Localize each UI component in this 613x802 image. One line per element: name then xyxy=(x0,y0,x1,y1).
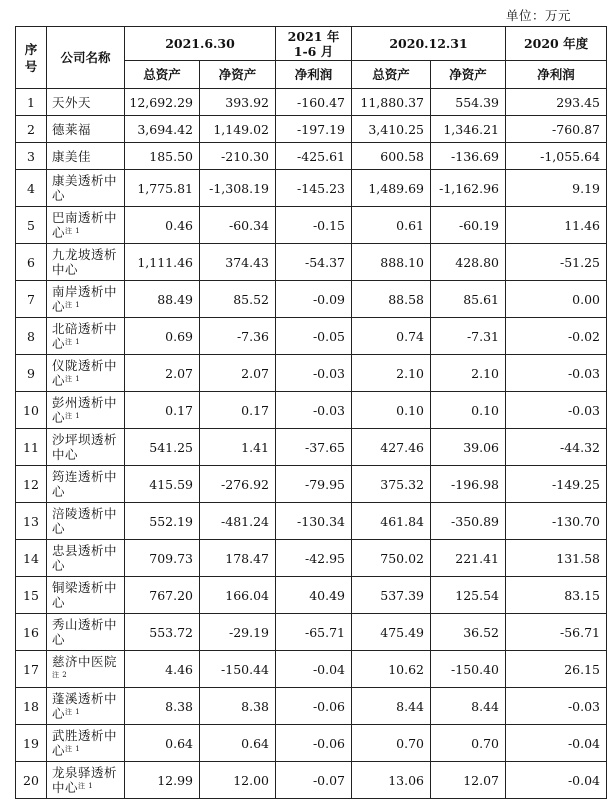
company-name: 仪陇透析中心 xyxy=(52,358,118,388)
row-index: 18 xyxy=(16,688,47,725)
header-seq: 序号 xyxy=(16,27,47,89)
net-profit-2021-h1-cell: -0.09 xyxy=(276,281,352,318)
table-row xyxy=(16,466,607,503)
header-net-profit-1: 净利润 xyxy=(276,61,352,89)
footnote-marker: 注 1 xyxy=(65,338,81,346)
net-assets-2020-12-31-cell: 0.10 xyxy=(431,392,506,429)
net-assets-2020-12-31-cell: -1,162.96 xyxy=(431,170,506,207)
total-assets-2021-06-30-cell: 709.73 xyxy=(125,540,200,577)
row-index: 17 xyxy=(16,651,47,688)
row-index: 8 xyxy=(16,318,47,355)
company-name: 蓬溪透析中心 xyxy=(52,691,118,721)
company-name-cell xyxy=(47,143,125,170)
net-assets-2020-12-31-cell: 2.10 xyxy=(431,355,506,392)
company-name: 涪陵透析中心 xyxy=(52,506,118,536)
table-row xyxy=(16,170,607,207)
company-name: 忠县透析中心 xyxy=(52,543,118,573)
net-profit-2020-cell: -0.03 xyxy=(506,392,607,429)
footnote-marker: 注 1 xyxy=(78,782,94,790)
net-assets-2020-12-31-cell: 0.70 xyxy=(431,725,506,762)
company-name: 康美佳 xyxy=(52,148,92,164)
header-period-2020-year: 2020 年度 xyxy=(506,27,607,61)
net-profit-2021-h1-cell: -0.07 xyxy=(276,762,352,799)
company-name: 秀山透析中心 xyxy=(52,617,118,647)
net-assets-2021-06-30-cell: 0.64 xyxy=(200,725,276,762)
net-assets-2020-12-31-cell: 8.44 xyxy=(431,688,506,725)
header-net-assets-2: 净资产 xyxy=(431,61,506,89)
net-profit-2021-h1-cell: -65.71 xyxy=(276,614,352,651)
net-profit-2020-cell: 0.00 xyxy=(506,281,607,318)
net-profit-2021-h1-cell: -0.05 xyxy=(276,318,352,355)
net-assets-2020-12-31-cell: 554.39 xyxy=(431,89,506,116)
company-name: 北碚透析中心 xyxy=(52,321,118,351)
net-profit-2020-cell: -0.03 xyxy=(506,688,607,725)
net-assets-2020-12-31-cell: -60.19 xyxy=(431,207,506,244)
total-assets-2020-12-31-cell: 0.70 xyxy=(352,725,431,762)
net-profit-2020-cell: -0.04 xyxy=(506,725,607,762)
company-name: 筠连透析中心 xyxy=(52,469,118,499)
header-row-1 xyxy=(16,27,607,61)
row-index: 7 xyxy=(16,281,47,318)
table-row xyxy=(16,244,607,281)
net-profit-2020-cell: -1,055.64 xyxy=(506,143,607,170)
unit-label: 单位：万元 xyxy=(505,8,571,23)
net-profit-2020-cell: -149.25 xyxy=(506,466,607,503)
net-profit-2020-cell: 83.15 xyxy=(506,577,607,614)
header-period-2021-h1-line1: 2021 年 xyxy=(287,28,340,44)
table-row xyxy=(16,143,607,170)
net-profit-2021-h1-cell: -145.23 xyxy=(276,170,352,207)
company-name-cell xyxy=(47,577,125,614)
financial-table xyxy=(15,26,607,799)
net-profit-2021-h1-cell: 40.49 xyxy=(276,577,352,614)
row-index: 9 xyxy=(16,355,47,392)
total-assets-2020-12-31-cell: 888.10 xyxy=(352,244,431,281)
net-assets-2020-12-31-cell: 39.06 xyxy=(431,429,506,466)
net-assets-2021-06-30-cell: 393.92 xyxy=(200,89,276,116)
company-name-cell xyxy=(47,725,125,762)
company-name-cell xyxy=(47,466,125,503)
net-profit-2020-cell: -0.04 xyxy=(506,762,607,799)
company-name-cell xyxy=(47,503,125,540)
table-row xyxy=(16,725,607,762)
net-profit-2020-cell: -0.03 xyxy=(506,355,607,392)
row-index: 16 xyxy=(16,614,47,651)
net-assets-2020-12-31-cell: 221.41 xyxy=(431,540,506,577)
company-name: 武胜透析中心 xyxy=(52,728,118,758)
company-name: 慈济中医院 xyxy=(52,654,118,669)
total-assets-2021-06-30-cell: 8.38 xyxy=(125,688,200,725)
footnote-marker: 注 1 xyxy=(65,745,81,753)
net-assets-2021-06-30-cell: 8.38 xyxy=(200,688,276,725)
net-assets-2021-06-30-cell: -481.24 xyxy=(200,503,276,540)
total-assets-2020-12-31-cell: 0.10 xyxy=(352,392,431,429)
table-row xyxy=(16,503,607,540)
net-assets-2020-12-31-cell: -350.89 xyxy=(431,503,506,540)
total-assets-2020-12-31-cell: 11,880.37 xyxy=(352,89,431,116)
net-assets-2021-06-30-cell: -1,308.19 xyxy=(200,170,276,207)
table-row xyxy=(16,614,607,651)
total-assets-2020-12-31-cell: 427.46 xyxy=(352,429,431,466)
total-assets-2020-12-31-cell: 475.49 xyxy=(352,614,431,651)
table-row xyxy=(16,281,607,318)
header-net-assets-1: 净资产 xyxy=(200,61,276,89)
net-assets-2021-06-30-cell: 85.52 xyxy=(200,281,276,318)
net-assets-2020-12-31-cell: -150.40 xyxy=(431,651,506,688)
company-name: 九龙坡透析中心 xyxy=(52,247,118,277)
table-row xyxy=(16,89,607,116)
total-assets-2021-06-30-cell: 553.72 xyxy=(125,614,200,651)
total-assets-2020-12-31-cell: 537.39 xyxy=(352,577,431,614)
header-period-2021-06-30: 2021.6.30 xyxy=(125,27,276,61)
row-index: 1 xyxy=(16,89,47,116)
total-assets-2020-12-31-cell: 88.58 xyxy=(352,281,431,318)
total-assets-2021-06-30-cell: 0.17 xyxy=(125,392,200,429)
row-index: 2 xyxy=(16,116,47,143)
total-assets-2021-06-30-cell: 1,775.81 xyxy=(125,170,200,207)
net-assets-2020-12-31-cell: -136.69 xyxy=(431,143,506,170)
company-name-cell xyxy=(47,614,125,651)
total-assets-2020-12-31-cell: 3,410.25 xyxy=(352,116,431,143)
net-assets-2021-06-30-cell: -7.36 xyxy=(200,318,276,355)
net-assets-2020-12-31-cell: -196.98 xyxy=(431,466,506,503)
row-index: 4 xyxy=(16,170,47,207)
total-assets-2020-12-31-cell: 461.84 xyxy=(352,503,431,540)
net-assets-2020-12-31-cell: -7.31 xyxy=(431,318,506,355)
header-total-assets-1: 总资产 xyxy=(125,61,200,89)
company-name-cell xyxy=(47,116,125,143)
footnote-marker: 注 1 xyxy=(65,412,81,420)
net-profit-2020-cell: -760.87 xyxy=(506,116,607,143)
company-name-cell xyxy=(47,355,125,392)
total-assets-2021-06-30-cell: 88.49 xyxy=(125,281,200,318)
net-profit-2021-h1-cell: -54.37 xyxy=(276,244,352,281)
row-index: 11 xyxy=(16,429,47,466)
footnote-marker: 注 1 xyxy=(65,227,81,235)
row-index: 6 xyxy=(16,244,47,281)
net-assets-2020-12-31-cell: 12.07 xyxy=(431,762,506,799)
table-row xyxy=(16,651,607,688)
total-assets-2021-06-30-cell: 4.46 xyxy=(125,651,200,688)
company-name-cell xyxy=(47,688,125,725)
net-profit-2021-h1-cell: -197.19 xyxy=(276,116,352,143)
company-name-cell xyxy=(47,392,125,429)
row-index: 12 xyxy=(16,466,47,503)
net-profit-2021-h1-cell: -42.95 xyxy=(276,540,352,577)
company-name-cell xyxy=(47,429,125,466)
total-assets-2020-12-31-cell: 0.61 xyxy=(352,207,431,244)
total-assets-2020-12-31-cell: 13.06 xyxy=(352,762,431,799)
net-profit-2020-cell: -0.02 xyxy=(506,318,607,355)
net-profit-2020-cell: 9.19 xyxy=(506,170,607,207)
net-profit-2021-h1-cell: -37.65 xyxy=(276,429,352,466)
net-assets-2020-12-31-cell: 428.80 xyxy=(431,244,506,281)
company-name: 巴南透析中心 xyxy=(52,210,118,240)
total-assets-2021-06-30-cell: 2.07 xyxy=(125,355,200,392)
total-assets-2020-12-31-cell: 1,489.69 xyxy=(352,170,431,207)
net-profit-2021-h1-cell: -425.61 xyxy=(276,143,352,170)
net-profit-2021-h1-cell: -0.15 xyxy=(276,207,352,244)
net-profit-2020-cell: -51.25 xyxy=(506,244,607,281)
table-row xyxy=(16,762,607,799)
company-name-cell xyxy=(47,244,125,281)
table-row xyxy=(16,429,607,466)
total-assets-2021-06-30-cell: 12,692.29 xyxy=(125,89,200,116)
net-assets-2020-12-31-cell: 125.54 xyxy=(431,577,506,614)
net-profit-2021-h1-cell: -0.03 xyxy=(276,355,352,392)
row-index: 14 xyxy=(16,540,47,577)
total-assets-2020-12-31-cell: 0.74 xyxy=(352,318,431,355)
net-assets-2021-06-30-cell: 12.00 xyxy=(200,762,276,799)
net-profit-2021-h1-cell: -0.06 xyxy=(276,688,352,725)
net-profit-2020-cell: 293.45 xyxy=(506,89,607,116)
total-assets-2021-06-30-cell: 0.64 xyxy=(125,725,200,762)
table-row xyxy=(16,577,607,614)
net-assets-2021-06-30-cell: -210.30 xyxy=(200,143,276,170)
total-assets-2021-06-30-cell: 0.69 xyxy=(125,318,200,355)
footnote-marker: 注 1 xyxy=(65,375,81,383)
net-assets-2021-06-30-cell: -29.19 xyxy=(200,614,276,651)
total-assets-2021-06-30-cell: 1,111.46 xyxy=(125,244,200,281)
total-assets-2021-06-30-cell: 185.50 xyxy=(125,143,200,170)
net-profit-2020-cell: -44.32 xyxy=(506,429,607,466)
company-name-cell xyxy=(47,89,125,116)
total-assets-2020-12-31-cell: 375.32 xyxy=(352,466,431,503)
net-assets-2021-06-30-cell: -276.92 xyxy=(200,466,276,503)
net-profit-2021-h1-cell: -79.95 xyxy=(276,466,352,503)
footnote-marker: 注 1 xyxy=(65,708,81,716)
net-profit-2020-cell: 11.46 xyxy=(506,207,607,244)
net-assets-2021-06-30-cell: 374.43 xyxy=(200,244,276,281)
net-profit-2021-h1-cell: -0.04 xyxy=(276,651,352,688)
net-assets-2020-12-31-cell: 36.52 xyxy=(431,614,506,651)
net-profit-2021-h1-cell: -130.34 xyxy=(276,503,352,540)
row-index: 13 xyxy=(16,503,47,540)
net-assets-2021-06-30-cell: 2.07 xyxy=(200,355,276,392)
net-assets-2021-06-30-cell: -60.34 xyxy=(200,207,276,244)
row-index: 20 xyxy=(16,762,47,799)
company-name-cell xyxy=(47,540,125,577)
company-name-cell xyxy=(47,651,125,688)
net-profit-2021-h1-cell: -0.03 xyxy=(276,392,352,429)
net-assets-2021-06-30-cell: -150.44 xyxy=(200,651,276,688)
net-assets-2021-06-30-cell: 1,149.02 xyxy=(200,116,276,143)
table-row xyxy=(16,355,607,392)
header-total-assets-2: 总资产 xyxy=(352,61,431,89)
company-name: 龙泉驿透析中心 xyxy=(52,765,118,795)
total-assets-2021-06-30-cell: 552.19 xyxy=(125,503,200,540)
net-assets-2021-06-30-cell: 166.04 xyxy=(200,577,276,614)
company-name: 南岸透析中心 xyxy=(52,284,118,314)
company-name: 天外天 xyxy=(52,94,92,110)
row-index: 10 xyxy=(16,392,47,429)
header-period-2021-h1-line2: 1-6 月 xyxy=(293,43,334,59)
net-profit-2021-h1-cell: -0.06 xyxy=(276,725,352,762)
total-assets-2021-06-30-cell: 0.46 xyxy=(125,207,200,244)
footnote-marker: 注 1 xyxy=(65,301,81,309)
net-profit-2020-cell: -56.71 xyxy=(506,614,607,651)
header-company: 公司名称 xyxy=(47,27,125,89)
total-assets-2020-12-31-cell: 10.62 xyxy=(352,651,431,688)
net-profit-2021-h1-cell: -160.47 xyxy=(276,89,352,116)
total-assets-2020-12-31-cell: 750.02 xyxy=(352,540,431,577)
company-name-cell xyxy=(47,170,125,207)
company-name-cell xyxy=(47,318,125,355)
footnote-marker: 注 2 xyxy=(52,671,68,679)
table-body xyxy=(16,89,607,799)
net-profit-2020-cell: 26.15 xyxy=(506,651,607,688)
net-assets-2021-06-30-cell: 1.41 xyxy=(200,429,276,466)
table-row xyxy=(16,116,607,143)
row-index: 5 xyxy=(16,207,47,244)
company-name: 康美透析中心 xyxy=(52,173,118,203)
total-assets-2021-06-30-cell: 415.59 xyxy=(125,466,200,503)
total-assets-2021-06-30-cell: 767.20 xyxy=(125,577,200,614)
company-name: 沙坪坝透析中心 xyxy=(52,432,118,462)
header-period-2021-h1 xyxy=(276,27,352,61)
row-index: 15 xyxy=(16,577,47,614)
total-assets-2021-06-30-cell: 541.25 xyxy=(125,429,200,466)
row-index: 19 xyxy=(16,725,47,762)
total-assets-2021-06-30-cell: 3,694.42 xyxy=(125,116,200,143)
net-assets-2021-06-30-cell: 0.17 xyxy=(200,392,276,429)
net-assets-2020-12-31-cell: 1,346.21 xyxy=(431,116,506,143)
company-name: 彭州透析中心 xyxy=(52,395,118,425)
header-period-2020-12-31: 2020.12.31 xyxy=(352,27,506,61)
table-row xyxy=(16,688,607,725)
total-assets-2020-12-31-cell: 600.58 xyxy=(352,143,431,170)
company-name-cell xyxy=(47,207,125,244)
total-assets-2020-12-31-cell: 8.44 xyxy=(352,688,431,725)
net-assets-2020-12-31-cell: 85.61 xyxy=(431,281,506,318)
net-assets-2021-06-30-cell: 178.47 xyxy=(200,540,276,577)
net-profit-2020-cell: 131.58 xyxy=(506,540,607,577)
net-profit-2020-cell: -130.70 xyxy=(506,503,607,540)
table-row xyxy=(16,392,607,429)
company-name: 德莱福 xyxy=(52,121,92,137)
total-assets-2020-12-31-cell: 2.10 xyxy=(352,355,431,392)
table-row xyxy=(16,207,607,244)
table-row xyxy=(16,318,607,355)
company-name: 铜梁透析中心 xyxy=(52,580,118,610)
company-name-cell xyxy=(47,762,125,799)
table-row xyxy=(16,540,607,577)
header-net-profit-2: 净利润 xyxy=(506,61,607,89)
row-index: 3 xyxy=(16,143,47,170)
total-assets-2021-06-30-cell: 12.99 xyxy=(125,762,200,799)
company-name-cell xyxy=(47,281,125,318)
